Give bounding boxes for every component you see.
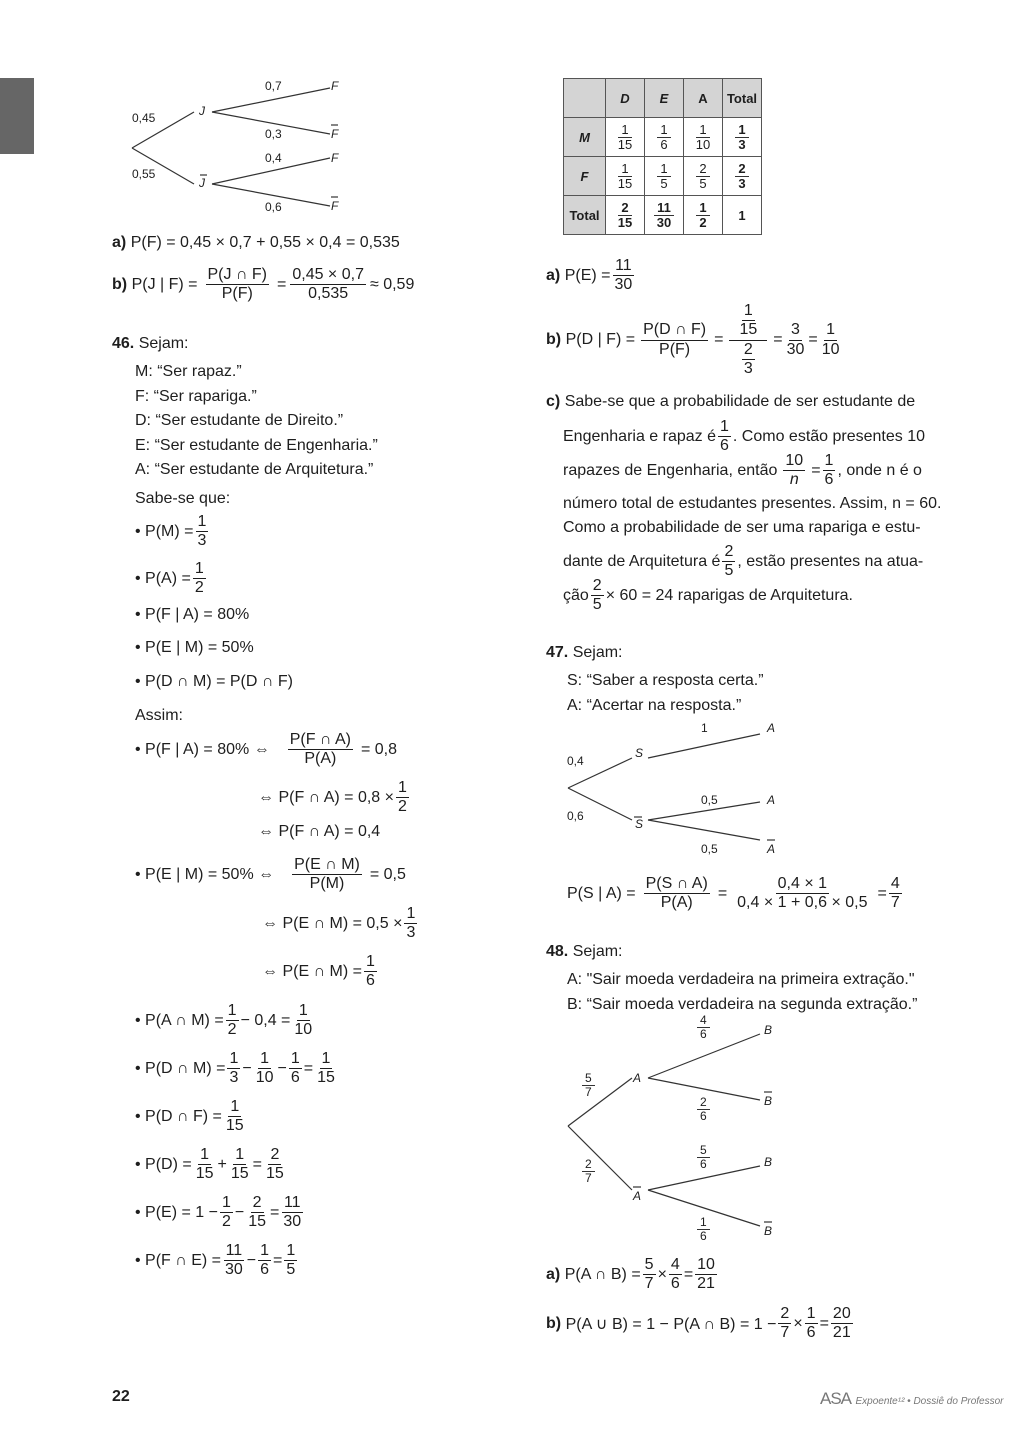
equation: ⇔ P(E ∩ M) = 0,5 × [262,914,403,932]
bullet-item: • P(E | M) = 50% [135,639,254,656]
item-label: b) [112,275,128,293]
bullet-item: • P(D) = [135,1155,192,1173]
table-row-label: M [564,118,606,157]
tree-node: F [331,79,339,93]
tree-prob: 0,5 [701,793,718,807]
bullet-item: • P(F | A) = 80% [135,606,250,623]
fraction-num: P(F ∩ A) [288,731,353,750]
equation-lhs: • P(E | M) = 50% ⇔ [135,865,275,883]
paragraph-line: número total de estudantes presentes. Assim, n = 60. [563,495,942,512]
table-cell: $\frac{1}{2}$ [684,196,723,235]
item-label: b) [546,1314,562,1332]
definition: A: “Acertar na resposta.” [567,696,742,714]
tree-node: A [767,842,776,856]
bullet-item: • P(M) = [135,522,194,540]
tree-node: B [764,1224,773,1238]
equation: ⇔ P(E ∩ M) = [262,962,362,980]
tree-diagram-sa [560,720,800,860]
fraction-den: P(A) [660,894,693,912]
fraction-num: 0,45 × 0,7 [290,266,366,285]
equals-sign: = [811,461,821,479]
paragraph: Assim: [135,707,183,724]
item-label: a) [546,1265,561,1283]
paragraph-line: Engenharia e rapaz é [563,427,716,445]
table-row-label: F [564,157,606,196]
table-cell: $\frac{11}{30}$ [645,196,684,235]
table-cell: $\frac{1}{15}$ [606,157,645,196]
equation-lhs: P(A ∪ B) = 1 − P(A ∩ B) = 1 − [565,1315,777,1333]
fraction-num: P(D ∩ F) [641,321,708,340]
fraction-den: P(M) [309,875,345,893]
definition: A: “Ser estudante de Arquitetura.” [135,461,374,478]
table-cell: $\frac{1}{6}$ [645,118,684,157]
definition: E: “Ser estudante de Engenharia.” [135,436,378,454]
table-cell: 1 [723,196,762,235]
tree-node: A [633,1071,642,1085]
equation-lhs: P(S | A) = [567,884,636,902]
paragraph-line: , onde n é o [837,461,922,479]
table-cell: $\frac{2}{5}$ [684,157,723,196]
equation-lhs: P(J | F) = [131,275,198,293]
bullet-item: • P(A) = [135,569,191,587]
equation-lhs: P(A ∩ B) = [564,1265,641,1283]
tree-prob: 1 [701,721,708,735]
bullet-item: • P(D ∩ M) = P(D ∩ F) [135,673,293,690]
tree-node: F [331,199,339,213]
side-tab [0,78,34,154]
fraction-den: 0,4 × 1 + 0,6 × 0,5 [737,894,868,912]
question-number: 46. [112,335,135,352]
table-header: Total [723,79,762,118]
equation-lhs: P(E) = [564,266,611,284]
tree-node: S [635,817,644,831]
paragraph-line: Sabe-se que a probabilidade de ser estudante de [564,393,916,410]
equation: ⇔ P(F ∩ A) = 0,8 × [258,788,394,806]
definition: A: "Sair moeda verdadeira na primeira extração." [567,971,915,988]
bullet-item: • P(F ∩ E) = [135,1251,221,1269]
equation: ⇔ P(F ∩ A) = 0,4 [258,823,381,840]
table-corner [564,79,606,118]
footer-logo: ASA [820,1389,852,1408]
definition: M: “Ser rapaz.” [135,363,242,380]
tree-prob: 0,7 [265,79,282,93]
tree-node: B [764,1094,773,1108]
tree-diagram-ab [560,1020,800,1240]
table-cell: $\frac{1}{15}$ [606,118,645,157]
tree-prob: 0,4 [265,151,282,165]
fraction-den: 0,535 [308,285,349,303]
paragraph: Sabe-se que: [135,490,231,507]
question-intro: Sejam: [138,335,189,352]
equation-result: ≈ 0,59 [369,275,415,293]
equation-result: = 0,5 [369,865,406,883]
definition: F: “Ser rapariga.” [135,387,257,405]
paragraph-line: × 60 = 24 raparigas de Arquitetura. [605,586,853,604]
tree-prob: 0,3 [265,127,282,141]
question-intro: Sejam: [572,644,623,661]
tree-prob: 0,4 [567,754,584,768]
paragraph-line: , estão presentes na atua- [737,552,924,570]
bullet-item: • P(A ∩ M) = [135,1011,224,1029]
table-cell: $\frac{2}{15}$ [606,196,645,235]
equation-lhs: • P(F | A) = 80% ⇔ [135,740,270,758]
tree-node: B [764,1155,773,1169]
table-row-label: Total [564,196,606,235]
tree-prob: 0,6 [567,809,584,823]
fraction-den: P(F) [221,285,253,303]
paragraph-line: rapazes de Engenharia, então [563,461,778,479]
fraction-den: P(A) [304,750,337,768]
definition: S: “Saber a resposta certa.” [567,672,764,689]
probability-table [563,78,762,235]
table-cell: $\frac{2}{3}$ [723,157,762,196]
tree-prob: 0,55 [132,167,156,181]
tree-node: J [199,176,205,190]
equation-lhs: P(D | F) = [565,331,636,349]
fraction-num: P(J ∩ F) [206,266,270,285]
footer-text: Expoente¹² • Dossiê do Professor [855,1396,1004,1407]
tree-node: A [633,1189,642,1203]
table-cell: $\frac{1}{10}$ [684,118,723,157]
item-label: c) [546,393,561,410]
question-number: 47. [546,644,569,661]
bullet-item: • P(D ∩ M) = [135,1059,226,1077]
definition: D: “Ser estudante de Direito.” [135,412,344,429]
bullet-item: • P(E) = 1 − [135,1203,218,1221]
tree-node: B [764,1023,773,1037]
fraction-den: P(F) [659,340,691,358]
item-label: a) [112,234,127,251]
tree-prob: 0,5 [701,842,718,856]
tree-node: F [331,127,339,141]
bullet-item: • P(D ∩ F) = [135,1107,222,1125]
fraction-num: P(S ∩ A) [644,875,710,894]
tree-node: S [635,746,644,760]
tree-diagram-jf [120,76,360,216]
equation-result: = 0,8 [360,740,397,758]
definitions-46 [135,360,378,483]
table-header: E [645,79,684,118]
paragraph-line: . Como estão presentes 10 [732,427,926,445]
tree-node: F [331,151,339,165]
tree-prob: 0,45 [132,111,156,125]
table-cell: $\frac{1}{3}$ [723,118,762,157]
page-number: 22 [112,1388,130,1405]
equation: − 0,4 = [240,1011,291,1029]
table-header: D [606,79,645,118]
tree-prob: 0,6 [265,200,282,214]
question-intro: Sejam: [572,943,623,960]
fraction-num: 0,4 × 1 [776,875,829,894]
question-number: 48. [546,943,569,960]
tree-node: A [767,721,776,735]
tree-node: J [199,104,205,118]
table-cell: $\frac{1}{5}$ [645,157,684,196]
fraction-num: P(E ∩ M) [292,856,362,875]
paragraph-line: Como a probabilidade de ser uma rapariga e estu- [563,519,921,536]
item-label: a) [546,266,561,284]
paragraph-line: dante de Arquitetura é [563,552,721,570]
table-header: A [684,79,723,118]
definition: B: “Sair moeda verdadeira na segunda extração.” [567,995,918,1013]
tree-node: A [767,793,776,807]
item-label: b) [546,331,562,349]
paragraph-line: ção [563,586,589,604]
equation: P(F) = 0,45 × 0,7 + 0,55 × 0,4 = 0,535 [130,234,400,251]
